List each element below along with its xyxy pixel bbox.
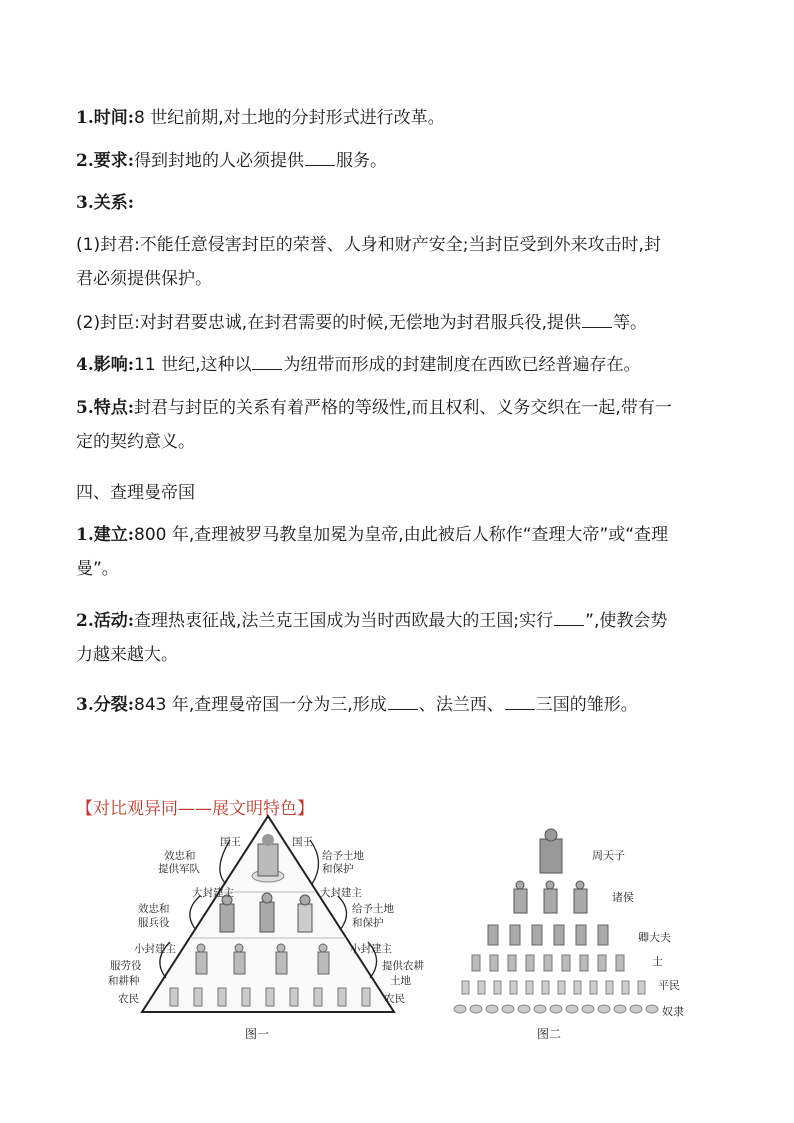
rank-label: 诸侯 [612,891,634,904]
scholar-figures [472,955,624,971]
figure1-caption: 图一 [245,1027,270,1041]
feudal-pyramid-figure [100,812,430,1047]
rank-label: 周天子 [592,849,625,862]
right-label: 和保护 [322,863,354,875]
left-label: 提供军队 [158,863,200,875]
item-relation: 3.关系: [76,193,135,213]
left-label: 大封建主 [192,887,234,899]
right-label: 提供农耕 [382,960,424,972]
commoner-figures [462,981,645,994]
section-heading: 四、查理曼帝国 [76,483,195,503]
zhou-hierarchy-figure [448,825,698,1025]
item-split: 3.分裂:843 年,查理曼帝国一分为三,形成 、法兰西、 三国的雏形。 [76,695,638,715]
fill-blank [388,695,418,710]
right-label: 农民 [384,993,405,1005]
slave-figures [454,1005,658,1013]
left-label: 农民 [118,993,139,1005]
item-activity: 2.活动:查理热衷征战,法兰克王国成为当时西欧最大的王国;实行 ”,使教会势 力越来越大。 [76,611,668,665]
peasant-figures [170,988,370,1006]
compare-title: 【对比观异同——展文明特色】 [76,799,314,819]
rank-label: 卿大夫 [638,931,671,944]
right-label: 国王 [292,836,313,848]
emperor-figure [540,829,562,873]
right-label: 大封建主 [320,887,362,899]
right-label: 和保护 [352,917,384,929]
left-label: 国王 [220,836,241,848]
item-feature: 5.特点:封君与封臣的关系有着严格的等级性,而且权利、义务交织在一起,带有一 定的契约意义。 [76,398,672,452]
right-label: 土地 [390,975,411,987]
right-label: 给予土地 [352,903,394,915]
fill-blank [305,151,335,166]
left-label: 服劳役 [110,960,142,972]
item-vassal: (2)封臣:对封君要忠诚,在封君需要的时候,无偿地为封君服兵役,提供 等。 [76,313,648,333]
right-label: 给予土地 [322,850,364,862]
item-influence: 4.影响:11 世纪,这种以 为纽带而形成的封建制度在西欧已经普遍存在。 [76,355,641,375]
left-label: 效忠和 [164,850,196,862]
left-label: 小封建主 [134,943,176,955]
fill-blank [505,695,535,710]
item-lord: (1)封君:不能任意侵害封臣的荣誉、人身和财产安全;当封臣受到外来攻击时,封 君必须提供保护。 [76,235,661,289]
minister-figures [488,925,608,945]
rank-label: 平民 [658,979,680,992]
left-label: 服兵役 [138,917,170,929]
fill-blank [554,611,584,626]
left-label: 效忠和 [138,903,170,915]
feudal-lord-figures [514,881,587,913]
left-label: 和耕种 [108,975,140,987]
item-time: 1.时间:8 世纪前期,对土地的分封形式进行改革。 [76,108,445,128]
fill-blank [252,355,282,370]
fill-blank [582,313,612,328]
figure2-caption: 图二 [537,1027,562,1041]
right-label: 小封建主 [350,943,392,955]
rank-label: 奴隶 [662,1005,684,1018]
rank-label: 士 [652,955,663,968]
item-requirement: 2.要求:得到封地的人必须提供 服务。 [76,151,388,171]
item-establish: 1.建立:800 年,查理被罗马教皇加冕为皇帝,由此被后人称作“查理大帝”或“查理 曼”。 [76,525,669,579]
